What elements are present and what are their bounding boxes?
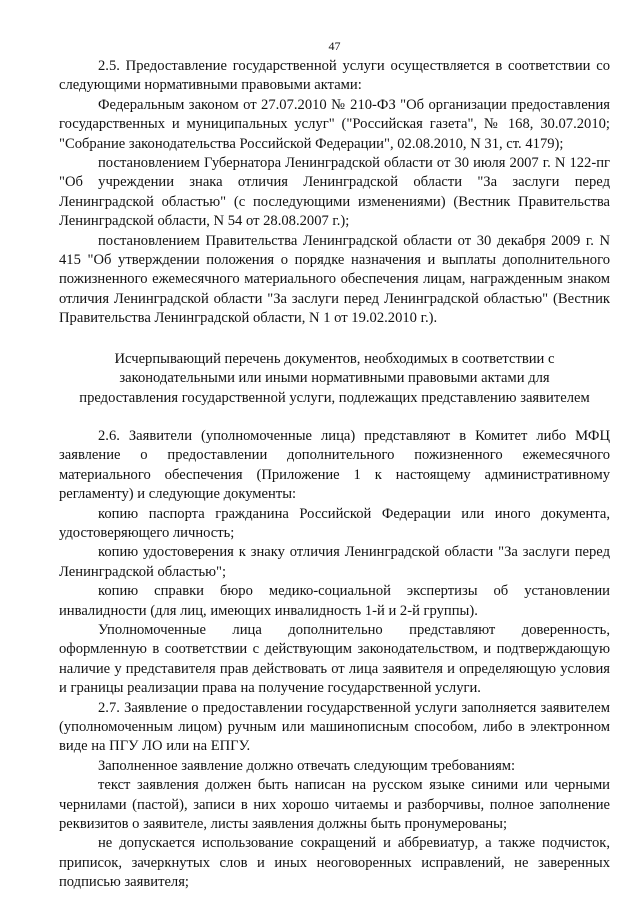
page-number: 47 — [328, 39, 341, 53]
act-federal-law: Федеральным законом от 27.07.2010 № 210-ФЗ "Об организации предоставления государственных и муниципальных услуг" ("Российская газета", № 168, 30.07.2010; "Собрание законодательства Российской Федерации", 02.08.2010, N 31, ст. 4179); — [59, 96, 610, 152]
section-2-6-intro: 2.6. Заявители (уполномоченные лица) представляют в Комитет либо МФЦ заявление о предоставлении дополнительного пожизненного ежемесячного материального обеспечения (Приложение 1 к настоящему административному регламенту) и следующие документы: — [59, 427, 610, 503]
requirements-intro: Заполненное заявление должно отвечать следующим требованиям: — [98, 757, 516, 774]
section-2-5-intro: 2.5. Предоставление государственной услуги осуществляется в соответствии со следующими нормативными правовыми актами: — [59, 58, 610, 94]
section-2-7-intro: 2.7. Заявление о предоставлении государственной услуги заполняется заявителем (уполномоченным лицом) ручным или машинописным способом, либо в электронном виде на ПГУ ЛО или на ЕПГУ. — [59, 699, 610, 755]
documents-list-heading: Исчерпывающий перечень документов, необходимых в соответствии с законодательными или иными нормативными правовыми актами для предоставления государственной услуги, подлежащих представлению заявителем — [79, 350, 590, 406]
document-disability-certificate: копию справки бюро медико-социальной экспертизы об установлении инвалидности (для лиц, имеющих инвалидность 1-й и 2-й группы). — [59, 583, 610, 619]
act-government-resolution: постановлением Правительства Ленинградской области от 30 декабря 2009 г. N 415 "Об утверждении положения о порядке назначения и выплаты дополнительного пожизненного ежемесячного материального обеспечения лицам, награжденным знаком отличия Ленинградской области "За заслуги перед Ленинградской областью" (Вестник Правительства Ленинградской области, N 1 от 19.02.2010 г.). — [59, 232, 610, 327]
requirement-no-abbreviations: не допускается использование сокращений и аббревиатур, а также подчисток, приписок, зачеркнутых слов и иных неоговоренных исправлений, не заверенных подписью заявителя; — [59, 835, 610, 891]
document-passport-copy: копию паспорта гражданина Российской Федерации или иного документа, удостоверяющего личность; — [59, 505, 610, 541]
authorized-persons-paragraph: Уполномоченные лица дополнительно представляют доверенность, оформленную в соответствии с действующим законодательством, и подтверждающую наличие у представителя прав действовать от лица заявителя и определяющую условия и границы реализации права на получение государственной услуги. — [59, 621, 610, 697]
requirement-text-language: текст заявления должен быть написан на русском языке синими или черными чернилами (пастой), записи в них хорошо читаемы и разборчивы, полное заполнение реквизитов о заявителе, листы заявления должны быть пронумерованы; — [59, 777, 610, 833]
act-governor-resolution: постановлением Губернатора Ленинградской области от 30 июля 2007 г. N 122-пг "Об учреждении знака отличия Ленинградской области "За заслуги перед Ленинградской областью" (с последующими изменениями) (Вестник Правительства Ленинградской области, N 54 от 28.08.2007 г.); — [59, 155, 610, 230]
document-page — [59, 0, 610, 893]
document-certificate-copy: копию удостоверения к знаку отличия Ленинградской области "За заслуги перед Ленинградской областью"; — [59, 544, 610, 580]
